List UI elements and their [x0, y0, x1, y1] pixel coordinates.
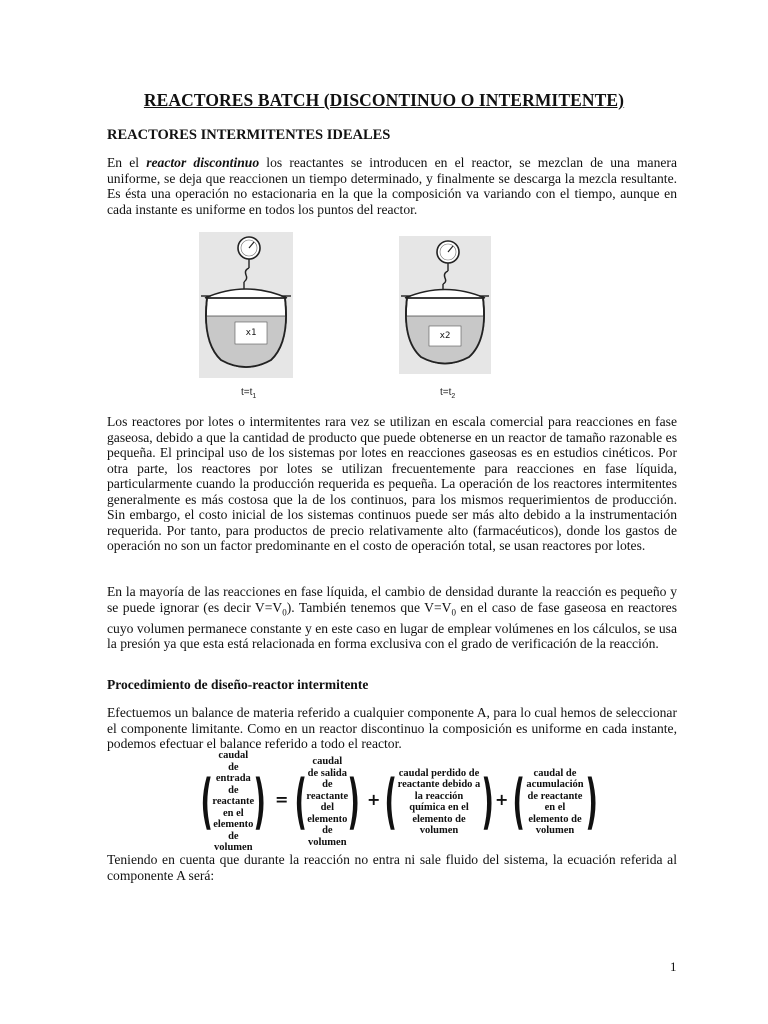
intro-emphasis: reactor discontinuo: [146, 155, 260, 170]
reactor-figure-2: [399, 236, 491, 374]
equation-term-inflow: [193, 750, 273, 854]
density-paragraph: [107, 584, 677, 652]
equation-term-4-text: caudal de acumulación de reactante en el elemento de volumen: [526, 767, 584, 836]
density-text-2: ). También tenemos que V=V: [286, 599, 452, 615]
intro-paragraph: [107, 155, 677, 217]
equation-term-3-text: caudal perdido de reactante debido a la reacción química en el elemento de volumen: [397, 767, 481, 836]
right-paren-icon: ): [253, 767, 267, 837]
page-title: REACTORES BATCH (DISCONTINUO O INTERMITENTE): [143, 90, 625, 110]
density-sub-1: 0: [282, 607, 287, 618]
equation-term-outflow: [287, 756, 365, 848]
intro-lead: En el: [107, 155, 147, 170]
plus-sign-2: +: [495, 790, 509, 809]
equation-term-accumulation: [505, 766, 605, 838]
time-label-1-sub: 1: [252, 393, 257, 400]
left-paren-icon: (: [384, 767, 397, 837]
equation-term-1-text: caudal de entrada de reactante en el elemento de volumen: [212, 750, 255, 854]
time-label-1: [241, 387, 256, 400]
right-paren-icon: ): [481, 767, 494, 837]
composition-label-2: x2: [439, 331, 451, 341]
material-balance-equation: [193, 750, 613, 854]
left-paren-icon: (: [200, 767, 213, 837]
time-label-2-sub: 2: [451, 393, 456, 400]
lotes-paragraph: Los reactores por lotes o intermitentes rara vez se utilizan en escala comercial para reacciones en fase gaseosa, debido a que la cantidad de producto que puede obtenerse en un reactor de tamaño razonable es pequeña. El principal uso de los sistemas por lotes en reacciones gaseosas es en estudios cinéticos. Por otra parte, los reactores por lotes se utilizan frecuentemente para reacciones en fase líquida, particularmente cuando la producción requerida es pequeña. La operación de los reactores intermitentes generalmente es más costosa que la de los continuos, para los mismos requerimientos de producción. Sin embargo, el costo inicial de los sistemas continuos puede ser más alto debido a la instrumentación requerida. Por tanto, para productos de precio relativamente alto (farmacéuticos), donde los gastos de operación no son un factor predominante en el costo de operación total, se usan reactores por lotes.: [107, 414, 677, 553]
left-paren-icon: (: [294, 767, 307, 837]
equals-sign: =: [275, 790, 289, 809]
right-paren-icon: ): [347, 767, 361, 837]
equation-term-reaction: [377, 766, 501, 838]
intro-rest: los reactantes se introducen en el reactor, se mezclan de una manera uniforme, se deja que reaccionen un tiempo determinado, y finalmente se descarga la mezcla resultante. Es ésta una operación no estacionaria en la que la composición va variando con el tiempo, aunque en cada instante es uniforme en todos los puntos del reactor.: [107, 155, 677, 217]
time-label-2-text: t=t: [440, 387, 452, 398]
design-procedure-heading: Procedimiento de diseño-reactor intermitente: [107, 677, 369, 692]
plus-sign-1: +: [367, 790, 381, 809]
density-text-1: En la mayoría de las reacciones en fase líquida, el cambio de densidad durante la reacción es pequeño y se puede ignorar (es decir V=V: [107, 584, 677, 615]
final-paragraph: Teniendo en cuenta que durante la reacción no entra ni sale fluido del sistema, la ecuación referida al componente A será:: [107, 852, 677, 883]
density-text-3: en el caso de fase gaseosa en reactores cuyo volumen permanece constante y en este caso en lugar de emplear volúmenes en los cálculos, se usa la presión ya que esta está relacionada en forma exclusiva con el grado de verificación de la reacción.: [107, 599, 677, 652]
page-number: 1: [670, 959, 677, 974]
time-label-2: [440, 387, 455, 400]
time-label-1-text: t=t: [241, 387, 253, 398]
equation-term-2-text: caudal de salida de reactante del elemento de volumen: [306, 756, 349, 848]
right-paren-icon: ): [585, 767, 598, 837]
balance-paragraph: Efectuemos un balance de materia referido a cualquier componente A, para lo cual hemos de seleccionar el componente limitante. Como en un reactor discontinuo la composición es uniforme en cada instante, podemos efectuar el balance referido a todo el reactor.: [107, 705, 677, 751]
reactor-vessel-2-illustration: [399, 236, 491, 374]
left-paren-icon: (: [512, 767, 525, 837]
reactor-figure-1: [199, 232, 293, 378]
composition-label-1: x1: [245, 328, 257, 338]
reactor-vessel-1-illustration: [199, 232, 293, 378]
density-sub-2: 0: [451, 607, 456, 618]
section-heading: REACTORES INTERMITENTES IDEALES: [107, 127, 391, 143]
